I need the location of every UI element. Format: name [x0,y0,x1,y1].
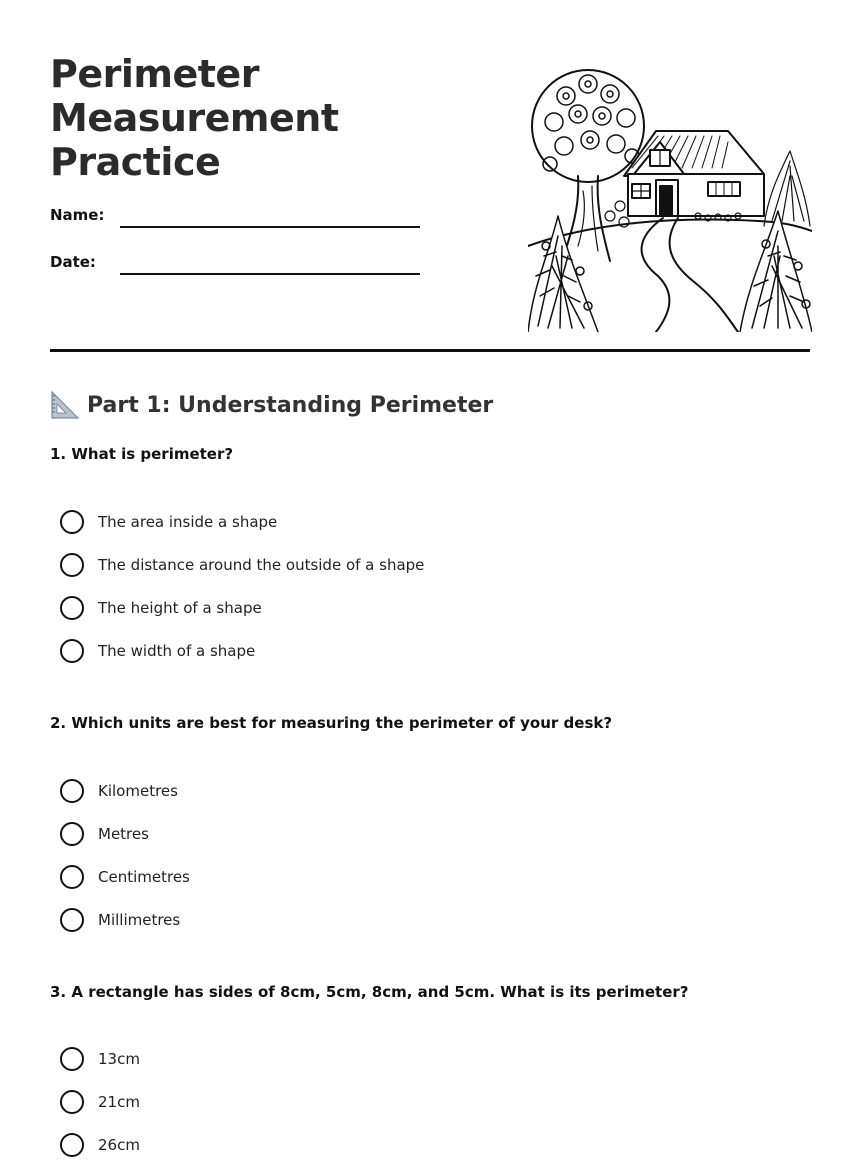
radio-button[interactable] [60,1047,84,1071]
part1-title: Part 1: Understanding Perimeter [87,392,494,418]
radio-button[interactable] [60,1133,84,1157]
q2-option-3[interactable] [60,864,190,890]
radio-button[interactable] [60,639,84,663]
option-label: The width of a shape [98,642,256,660]
cottage-landscape-icon [528,56,812,332]
question-3: 3. A rectangle has sides of 8cm, 5cm, 8cm, and 5cm. What is its perimeter? [50,983,689,1001]
page-title-line-2: Practice [50,140,221,184]
option-label: 13cm [98,1050,140,1068]
q3-option-1[interactable] [60,1046,140,1072]
radio-button[interactable] [60,510,84,534]
name-field[interactable] [50,206,530,253]
option-label: Millimetres [98,911,181,929]
question-2: 2. Which units are best for measuring the perimeter of your desk? [50,714,613,732]
option-label: Kilometres [98,782,178,800]
radio-button[interactable] [60,596,84,620]
option-label: The height of a shape [98,599,262,617]
q1-option-4[interactable] [60,638,255,664]
radio-button[interactable] [60,822,84,846]
q1-option-3[interactable] [60,595,262,621]
set-square-ruler-icon [50,390,80,420]
q2-option-2[interactable] [60,821,149,847]
name-label: Name: [50,206,105,224]
option-label: The area inside a shape [98,513,278,531]
header-divider [50,349,810,352]
q2-option-1[interactable] [60,778,178,804]
option-label: 21cm [98,1093,140,1111]
option-label: Metres [98,825,149,843]
option-label: 26cm [98,1136,140,1154]
page-title-line-1: Perimeter Measurement [50,52,339,140]
q1-option-1[interactable] [60,509,277,535]
option-label: The distance around the outside of a shape [98,556,425,574]
page-title [50,52,530,184]
name-line[interactable] [120,226,420,228]
q3-option-3[interactable] [60,1132,140,1158]
q1-option-2[interactable] [60,552,424,578]
student-fields [50,206,530,300]
worksheet-header [50,52,530,300]
radio-button[interactable] [60,908,84,932]
date-line[interactable] [120,273,420,275]
question-1: 1. What is perimeter? [50,445,234,463]
part1-heading [50,388,493,422]
date-label: Date: [50,253,96,271]
q2-option-4[interactable] [60,907,180,933]
q3-option-2[interactable] [60,1089,140,1115]
date-field[interactable] [50,253,530,300]
option-label: Centimetres [98,868,190,886]
radio-button[interactable] [60,865,84,889]
radio-button[interactable] [60,553,84,577]
radio-button[interactable] [60,779,84,803]
radio-button[interactable] [60,1090,84,1114]
